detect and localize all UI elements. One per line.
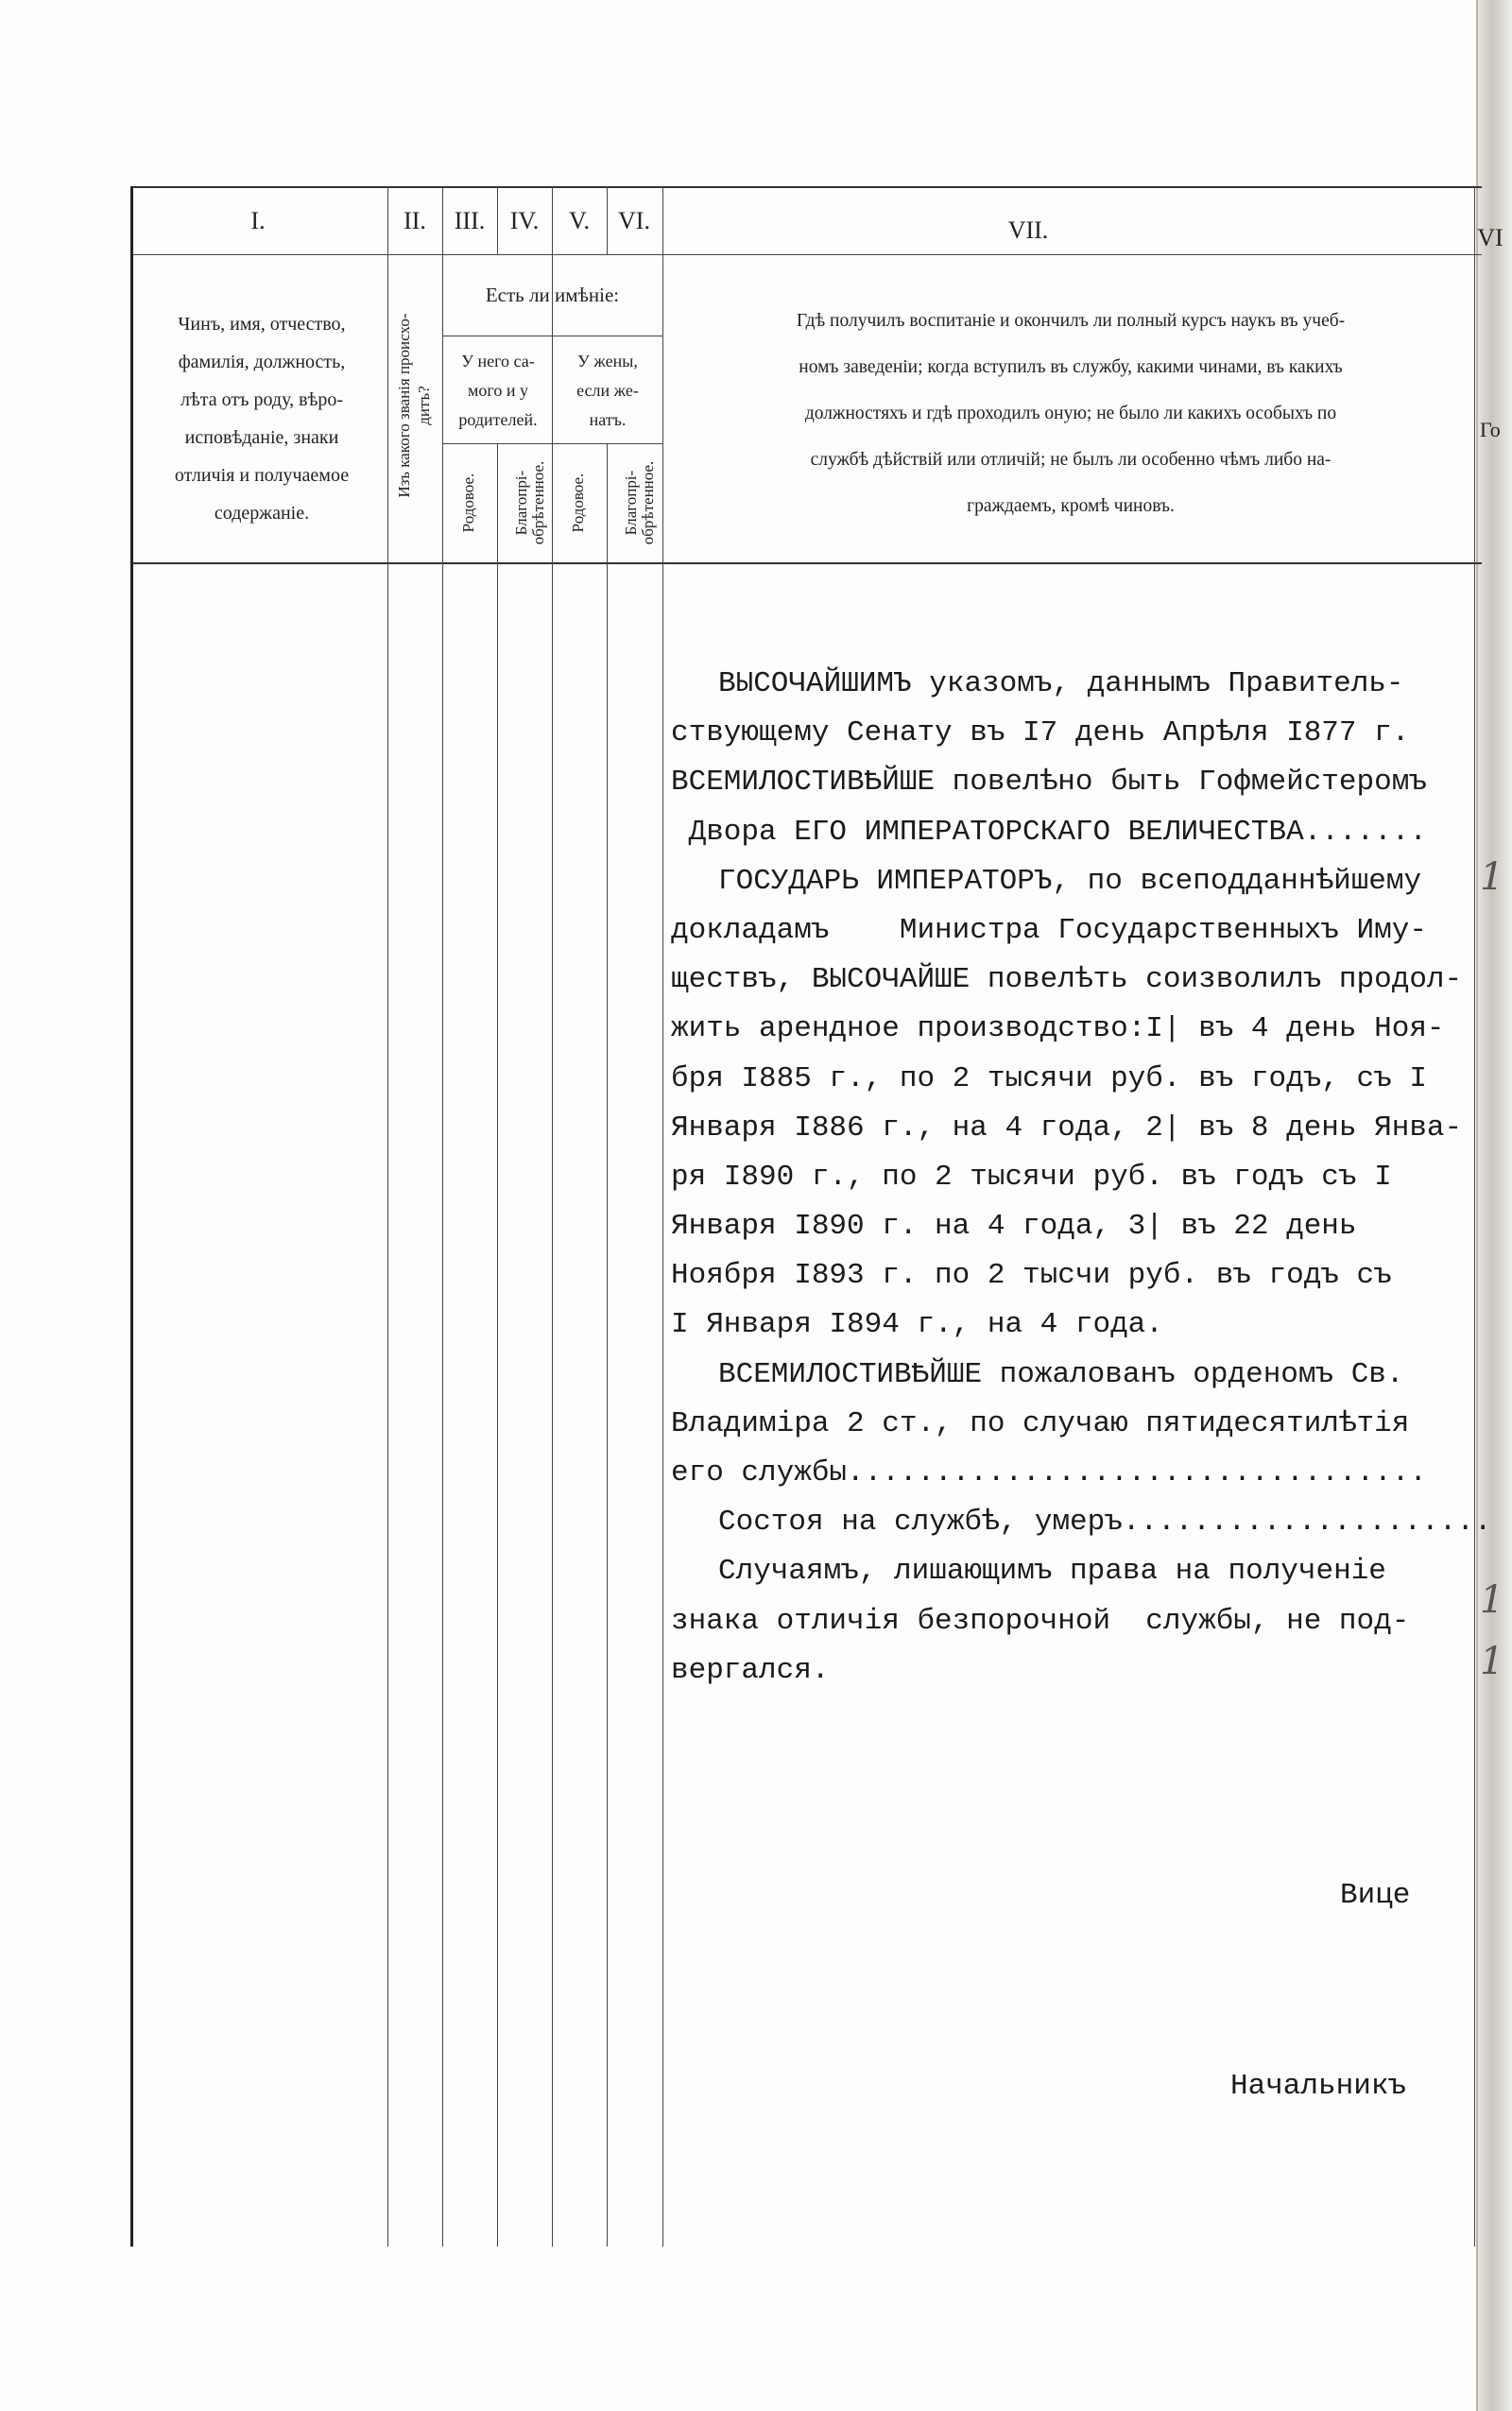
signature-chief: Начальникъ	[1230, 2070, 1407, 2103]
estate-type-wife-acquired: Благопрі-обрѣтенное.	[622, 460, 657, 545]
typed-line: ГОСУДАРЬ ИМПЕРАТОРЪ, по всеподданнѣйшему	[718, 864, 1422, 898]
typed-line: Владиміра 2 ст., по случаю пятидесятилѣтія	[671, 1406, 1410, 1440]
col-number-7: VII.	[1007, 216, 1049, 244]
col1-line: фамилія, должность,	[178, 352, 346, 372]
typed-line: Января I890 г. на 4 года, 3| въ 22 день	[671, 1210, 1357, 1244]
typed-record-body	[671, 660, 1492, 1696]
estate-type-self-hereditary: Родовое.	[459, 473, 477, 533]
typed-line: докладамъ Министра Государственныхъ Иму-	[671, 913, 1427, 947]
col-divider-6	[662, 186, 663, 2247]
left-border	[130, 186, 133, 2247]
typed-line: ществъ, ВЫСОЧАЙШЕ повелѣть соизволилъ продол-	[671, 963, 1463, 997]
col-divider-7	[1474, 186, 1475, 2247]
col-divider-5b	[607, 443, 608, 2247]
estate-wife-line: У жены,	[577, 352, 638, 370]
col1-header	[138, 305, 386, 532]
col-number-5: V.	[569, 207, 590, 234]
col2-line: Изъ какого званія происхо-	[395, 313, 413, 498]
estate-type-wife-hereditary: Родовое.	[569, 473, 587, 533]
typed-line: жить арендное производство:I| въ 4 день Ноя-	[671, 1012, 1445, 1046]
col1-line: отличія и получаемое	[174, 465, 350, 486]
estate-wife-header	[554, 347, 662, 435]
col7-line: номъ заведеніи; когда вступилъ въ службу, какими чинами, въ какихъ	[799, 357, 1343, 377]
typed-line: Случаямъ, лишающимъ права на полученіе	[718, 1555, 1386, 1589]
typed-line: Ноября I893 г. по 2 тысчи руб. въ годъ съ	[671, 1259, 1392, 1293]
typed-line: его службы.................................	[671, 1456, 1427, 1490]
col7-line: граждаемъ, кромѣ чиновъ.	[967, 496, 1175, 516]
col-number-3: III.	[454, 207, 486, 234]
typed-line: I Января I894 г., на 4 года.	[671, 1308, 1163, 1342]
table-top-rule	[130, 186, 1482, 188]
estate-self-line: У него са-	[461, 352, 535, 370]
col1-line: Чинъ, имя, отчество,	[178, 314, 346, 335]
col-divider-4	[552, 186, 553, 2247]
col1-line: содержаніе.	[214, 503, 310, 524]
typed-line: бря I885 г., по 2 тысячи руб. въ годъ, съ I	[671, 1061, 1427, 1095]
col-divider-1	[387, 186, 388, 2247]
edge-fragment: Го	[1480, 418, 1501, 441]
col1-line: лѣта отъ роду, вѣро-	[180, 389, 344, 410]
typed-line: вергался.	[671, 1653, 830, 1687]
col-divider-2	[442, 186, 443, 2247]
typed-line: Состоя на службѣ, умеръ.....................	[718, 1506, 1492, 1540]
typed-line: ствующему Сенату въ I7 день Апрѣля I877 г.	[671, 716, 1410, 750]
col-number-2: II.	[404, 207, 426, 234]
margin-mark: 1	[1480, 1578, 1504, 1622]
estate-self-header	[444, 347, 552, 435]
col2-line: дитъ?	[415, 386, 433, 425]
typed-line: ВСЕМИЛОСТИВѢЙШЕ повелѣно быть Гофмейстеромъ	[671, 766, 1427, 800]
estate-type-self-acquired: Благопрі-обрѣтенное.	[512, 460, 547, 545]
header-bottom-rule	[130, 562, 1482, 564]
typed-line: ря I890 г., по 2 тысячи руб. въ годъ съ I	[671, 1160, 1392, 1194]
col-number-4: IV.	[509, 207, 540, 234]
col-number-6: VI.	[618, 207, 650, 234]
estate-self-line: родителей.	[458, 410, 538, 429]
page-edge-shadow	[1478, 0, 1512, 2411]
col2-header	[394, 273, 436, 538]
margin-mark: 1	[1480, 855, 1504, 899]
typed-line: знака отличія безпорочной службы, не под-	[671, 1604, 1410, 1638]
margin-mark: 1	[1480, 1640, 1504, 1683]
col1-line: исповѣданіе, знаки	[184, 427, 339, 448]
typed-line: ВСЕМИЛОСТИВѢЙШЕ пожалованъ орденомъ Св.	[718, 1357, 1404, 1391]
header-rule-1	[130, 254, 1482, 255]
typed-line: Двора ЕГО ИМПЕРАТОРСКАГО ВЕЛИЧЕСТВА.......	[671, 815, 1427, 849]
col-number-1: I.	[250, 207, 266, 234]
estate-wife-line: если же-	[576, 381, 639, 400]
signature-vice: Вице	[1340, 1879, 1411, 1912]
estate-wife-line: натъ.	[589, 410, 627, 429]
col7-line: должностяхъ и гдѣ проходилъ оную; не было ли какихъ особыхъ по	[804, 404, 1337, 423]
col7-line: Гдѣ получилъ воспитаніе и окончилъ ли полный курсъ наукъ въ учеб-	[796, 311, 1346, 331]
estate-header: Есть ли имѣніе:	[485, 284, 620, 306]
col7-line: службѣ дѣйствій или отличій; не былъ ли особенно чѣмъ либо на-	[810, 450, 1332, 470]
typed-line: Января I886 г., на 4 года, 2| въ 8 день Янва-	[671, 1111, 1463, 1145]
col-divider-3b	[497, 443, 498, 2247]
col7-header	[683, 298, 1458, 529]
col-number-8-partial: VI	[1477, 224, 1503, 251]
typed-line: ВЫСОЧАЙШИМЪ указомъ, даннымъ Правитель-	[718, 667, 1404, 700]
estate-self-line: мого и у	[468, 381, 528, 400]
